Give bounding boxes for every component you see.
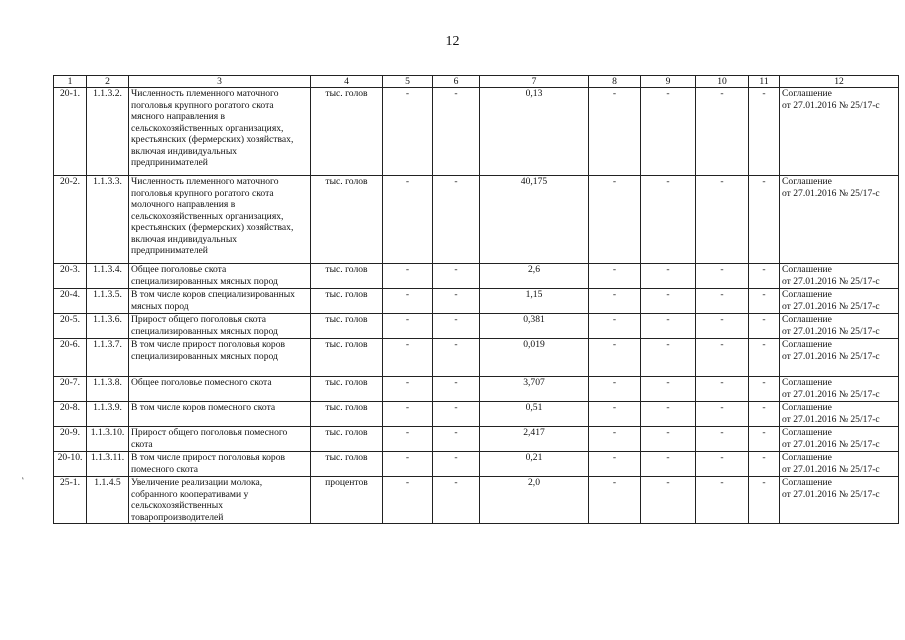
table-row: [54, 452, 899, 477]
value-col-10: -: [696, 427, 749, 452]
value-col-5: -: [383, 477, 433, 524]
source-document-cell: [780, 377, 899, 402]
indicator-name: В том числе коров специализированных мясных пород: [129, 289, 311, 314]
value-col-10: -: [696, 377, 749, 402]
source-document-title: Соглашение: [782, 402, 832, 413]
value-col-5: -: [383, 314, 433, 339]
table-row: [54, 176, 899, 264]
scan-artifact-mark: `: [16, 476, 26, 487]
source-document-reference: от 27.01.2016 № 25/17-с: [782, 413, 880, 425]
row-number: 20-8.: [54, 402, 87, 427]
source-document-title: Соглашение: [782, 176, 832, 187]
source-document-reference: от 27.01.2016 № 25/17-с: [782, 275, 880, 287]
indicator-name: В том числе коров помесного скота: [129, 402, 311, 427]
source-document-cell: [780, 339, 899, 377]
value-col-10: -: [696, 402, 749, 427]
column-header: 10: [696, 76, 749, 88]
table-row: [54, 88, 899, 176]
column-header: 8: [589, 76, 641, 88]
value-col-6: -: [433, 176, 480, 264]
table-row: [54, 427, 899, 452]
page-number: 12: [445, 34, 460, 49]
value-col-11: -: [749, 477, 780, 524]
value-col-11: -: [749, 402, 780, 427]
value-col-9: -: [641, 477, 696, 524]
value-col-5: -: [383, 264, 433, 289]
unit-cell: тыс. голов: [311, 88, 383, 176]
source-document-reference: от 27.01.2016 № 25/17-с: [782, 463, 880, 475]
source-document-reference: от 27.01.2016 № 25/17-с: [782, 350, 880, 362]
row-number: 20-9.: [54, 427, 87, 452]
value-col-6: -: [433, 377, 480, 402]
indicator-name: В том числе прирост поголовья коров специализированных мясных пород: [129, 339, 311, 377]
value-col-7: 2,0: [480, 477, 589, 524]
column-header: 5: [383, 76, 433, 88]
value-col-7: 0,019: [480, 339, 589, 377]
row-number: 20-6.: [54, 339, 87, 377]
row-number: 20-3.: [54, 264, 87, 289]
value-col-6: -: [433, 477, 480, 524]
value-col-9: -: [641, 427, 696, 452]
row-number: 20-1.: [54, 88, 87, 176]
table-row: [54, 477, 899, 524]
row-number: 25-1.: [54, 477, 87, 524]
value-col-8: -: [589, 339, 641, 377]
value-col-8: -: [589, 402, 641, 427]
row-code: 1.1.3.10.: [87, 427, 129, 452]
row-code: 1.1.3.9.: [87, 402, 129, 427]
unit-cell: тыс. голов: [311, 377, 383, 402]
indicator-name: Общее поголовье помесного скота: [129, 377, 311, 402]
value-col-6: -: [433, 289, 480, 314]
unit-cell: тыс. голов: [311, 402, 383, 427]
indicator-name: Численность племенного маточного поголовья крупного рогатого скота молочного направления в сельскохозяйственных организациях, крестьянских (фермерских) хозяйствах, включая индивидуальных предпринимателей: [129, 176, 311, 264]
table-row: [54, 339, 899, 377]
source-document-cell: [780, 88, 899, 176]
value-col-8: -: [589, 264, 641, 289]
source-document-cell: [780, 264, 899, 289]
indicator-name: В том числе прирост поголовья коров помесного скота: [129, 452, 311, 477]
row-code: 1.1.3.4.: [87, 264, 129, 289]
value-col-5: -: [383, 427, 433, 452]
value-col-10: -: [696, 452, 749, 477]
row-code: 1.1.3.7.: [87, 339, 129, 377]
value-col-7: 0,51: [480, 402, 589, 427]
unit-cell: тыс. голов: [311, 452, 383, 477]
row-number: 20-2.: [54, 176, 87, 264]
value-col-5: -: [383, 377, 433, 402]
source-document-cell: [780, 477, 899, 524]
value-col-5: -: [383, 88, 433, 176]
value-col-9: -: [641, 377, 696, 402]
value-col-7: 3,707: [480, 377, 589, 402]
unit-cell: тыс. голов: [311, 339, 383, 377]
row-number: 20-7.: [54, 377, 87, 402]
value-col-8: -: [589, 289, 641, 314]
value-col-10: -: [696, 314, 749, 339]
column-header: 7: [480, 76, 589, 88]
indicator-name: Прирост общего поголовья помесного скота: [129, 427, 311, 452]
value-col-5: -: [383, 402, 433, 427]
row-code: 1.1.3.3.: [87, 176, 129, 264]
source-document-reference: от 27.01.2016 № 25/17-с: [782, 187, 880, 199]
value-col-6: -: [433, 427, 480, 452]
indicators-table: [53, 75, 899, 524]
value-col-8: -: [589, 452, 641, 477]
source-document-cell: [780, 452, 899, 477]
value-col-10: -: [696, 88, 749, 176]
column-header: 3: [129, 76, 311, 88]
indicator-name: Общее поголовье скота специализированных мясных пород: [129, 264, 311, 289]
value-col-11: -: [749, 289, 780, 314]
value-col-6: -: [433, 88, 480, 176]
value-col-7: 0,21: [480, 452, 589, 477]
value-col-7: 2,417: [480, 427, 589, 452]
source-document-title: Соглашение: [782, 477, 832, 488]
source-document-title: Соглашение: [782, 339, 832, 350]
row-code: 1.1.3.11.: [87, 452, 129, 477]
value-col-8: -: [589, 477, 641, 524]
value-col-9: -: [641, 402, 696, 427]
value-col-9: -: [641, 88, 696, 176]
table-row: [54, 314, 899, 339]
value-col-11: -: [749, 264, 780, 289]
column-header: 4: [311, 76, 383, 88]
table-row: [54, 264, 899, 289]
column-header: 6: [433, 76, 480, 88]
indicator-name: Численность племенного маточного поголовья крупного рогатого скота мясного направления в сельскохозяйственных организациях, крестьянских (фермерских) хозяйствах, включая индивидуальных предпринимателей: [129, 88, 311, 176]
value-col-11: -: [749, 314, 780, 339]
column-header: 2: [87, 76, 129, 88]
value-col-6: -: [433, 402, 480, 427]
value-col-5: -: [383, 339, 433, 377]
source-document-title: Соглашение: [782, 452, 832, 463]
value-col-5: -: [383, 452, 433, 477]
value-col-6: -: [433, 314, 480, 339]
column-header: 9: [641, 76, 696, 88]
indicator-name: Прирост общего поголовья скота специализированных мясных пород: [129, 314, 311, 339]
row-number: 20-4.: [54, 289, 87, 314]
value-col-5: -: [383, 289, 433, 314]
source-document-reference: от 27.01.2016 № 25/17-с: [782, 325, 880, 337]
unit-cell: тыс. голов: [311, 264, 383, 289]
value-col-11: -: [749, 176, 780, 264]
source-document-reference: от 27.01.2016 № 25/17-с: [782, 300, 880, 312]
value-col-7: 0,381: [480, 314, 589, 339]
unit-cell: тыс. голов: [311, 289, 383, 314]
value-col-9: -: [641, 314, 696, 339]
value-col-9: -: [641, 452, 696, 477]
source-document-title: Соглашение: [782, 289, 832, 300]
column-header: 12: [780, 76, 899, 88]
value-col-11: -: [749, 377, 780, 402]
value-col-8: -: [589, 377, 641, 402]
source-document-cell: [780, 176, 899, 264]
value-col-10: -: [696, 264, 749, 289]
value-col-7: 1,15: [480, 289, 589, 314]
row-number: 20-5.: [54, 314, 87, 339]
column-header: 1: [54, 76, 87, 88]
value-col-5: -: [383, 176, 433, 264]
table-row: [54, 377, 899, 402]
source-document-cell: [780, 289, 899, 314]
value-col-6: -: [433, 264, 480, 289]
value-col-10: -: [696, 477, 749, 524]
source-document-reference: от 27.01.2016 № 25/17-с: [782, 99, 880, 111]
source-document-title: Соглашение: [782, 377, 832, 388]
value-col-10: -: [696, 289, 749, 314]
value-col-9: -: [641, 339, 696, 377]
value-col-9: -: [641, 264, 696, 289]
value-col-11: -: [749, 88, 780, 176]
value-col-8: -: [589, 176, 641, 264]
value-col-10: -: [696, 176, 749, 264]
source-document-cell: [780, 427, 899, 452]
unit-cell: тыс. голов: [311, 427, 383, 452]
value-col-8: -: [589, 427, 641, 452]
source-document-title: Соглашение: [782, 264, 832, 275]
source-document-title: Соглашение: [782, 314, 832, 325]
source-document-title: Соглашение: [782, 88, 832, 99]
value-col-11: -: [749, 427, 780, 452]
row-number: 20-10.: [54, 452, 87, 477]
unit-cell: тыс. голов: [311, 176, 383, 264]
row-code: 1.1.3.6.: [87, 314, 129, 339]
value-col-8: -: [589, 314, 641, 339]
indicator-name: Увеличение реализации молока, собранного кооперативами у сельскохозяйственных товаропроизводителей: [129, 477, 311, 524]
value-col-7: 40,175: [480, 176, 589, 264]
source-document-reference: от 27.01.2016 № 25/17-с: [782, 488, 880, 500]
value-col-7: 2,6: [480, 264, 589, 289]
column-header: 11: [749, 76, 780, 88]
source-document-reference: от 27.01.2016 № 25/17-с: [782, 388, 880, 400]
value-col-9: -: [641, 176, 696, 264]
table-row: [54, 402, 899, 427]
value-col-11: -: [749, 452, 780, 477]
value-col-10: -: [696, 339, 749, 377]
source-document-cell: [780, 402, 899, 427]
row-code: 1.1.4.5: [87, 477, 129, 524]
unit-cell: процентов: [311, 477, 383, 524]
value-col-7: 0,13: [480, 88, 589, 176]
row-code: 1.1.3.5.: [87, 289, 129, 314]
table-row: [54, 289, 899, 314]
source-document-reference: от 27.01.2016 № 25/17-с: [782, 438, 880, 450]
row-code: 1.1.3.8.: [87, 377, 129, 402]
value-col-9: -: [641, 289, 696, 314]
row-code: 1.1.3.2.: [87, 88, 129, 176]
value-col-6: -: [433, 452, 480, 477]
source-document-title: Соглашение: [782, 427, 832, 438]
table-header-row: [54, 76, 899, 88]
value-col-6: -: [433, 339, 480, 377]
unit-cell: тыс. голов: [311, 314, 383, 339]
value-col-11: -: [749, 339, 780, 377]
source-document-cell: [780, 314, 899, 339]
value-col-8: -: [589, 88, 641, 176]
